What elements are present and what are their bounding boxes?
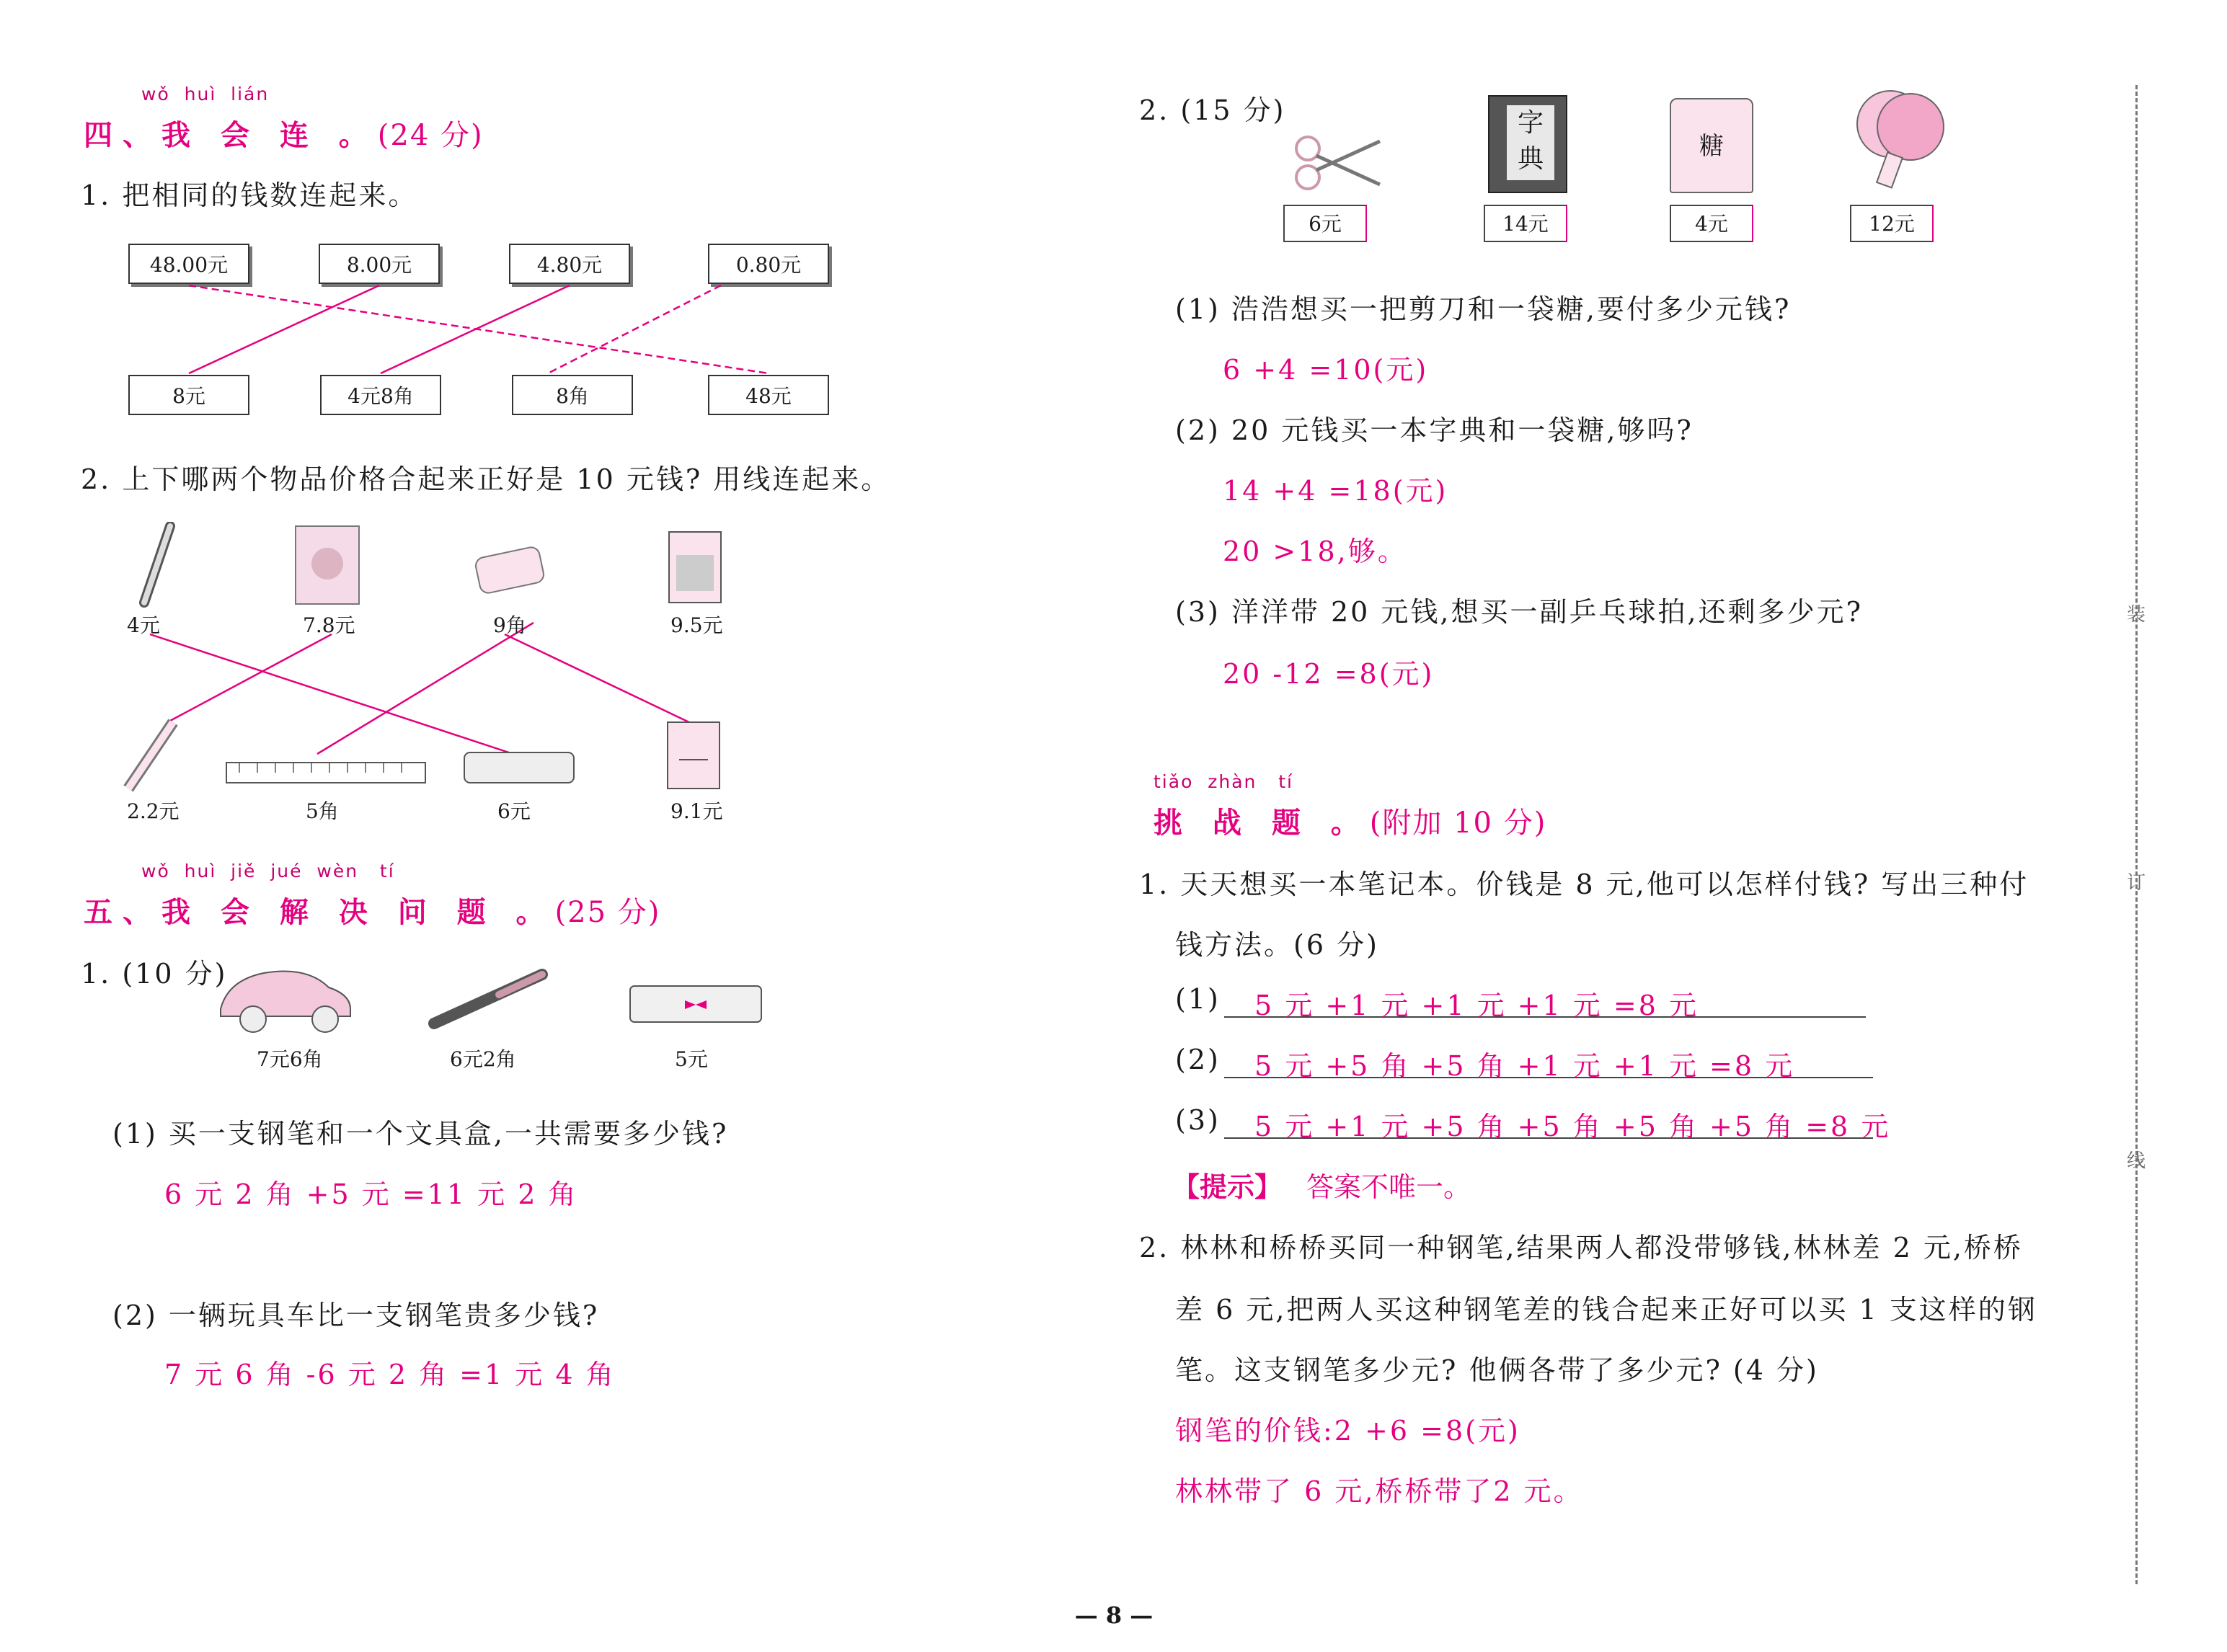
price-tag-candy: 4元 — [1670, 205, 1753, 242]
match-line-4.8 — [381, 285, 570, 373]
right-sub2-question: (2) 20 元钱买一本字典和一袋糖,够吗? — [1175, 414, 1694, 446]
section5-sub2-answer: 7 元 6 角 -6 元 2 角 =1 元 4 角 — [164, 1359, 616, 1390]
q2-line-pen-pencilcase — [150, 634, 526, 758]
challenge-q2-answer-2: 林林带了 6 元,桥桥带了2 元。 — [1175, 1475, 1583, 1507]
bottom-money-box-3: 8角 — [512, 375, 633, 415]
page-number: — 8 — — [1074, 1602, 1154, 1629]
ruler-icon — [225, 758, 427, 787]
section5-sub2-question: (2) 一辆玩具车比一支钢笔贵多少钱? — [112, 1300, 600, 1331]
challenge-q2-answer-1: 钢笔的价钱:2 +6 =8(元) — [1175, 1415, 1520, 1447]
method-2-label: (2) — [1175, 1044, 1221, 1075]
top-item-price-4: 9.5元 — [670, 613, 723, 637]
challenge-q2-line3: 笔。这支钢笔多少元? 他俩各带了多少元? (4 分) — [1175, 1354, 1819, 1386]
top-money-box-2: 8.00元 — [319, 244, 440, 284]
method-1-answer: 5 元 +1 元 +1 元 +1 元 =8 元 — [1254, 990, 1699, 1021]
challenge-q2-line1: 2. 林林和桥桥买同一种钢笔,结果两人都没带够钱,林林差 2 元,桥桥 — [1139, 1232, 2023, 1264]
binding-char-3: 线 — [2127, 1150, 2146, 1172]
right-sub1-answer: 6 +4 =10(元) — [1223, 354, 1429, 386]
bottom-item-price-4: 9.1元 — [670, 799, 723, 823]
right-sub3-question: (3) 洋洋带 20 元钱,想买一副乒乓球拍,还剩多少元? — [1175, 596, 1863, 628]
bottom-item-price-1: 2.2元 — [127, 799, 180, 823]
price-tag-paddles: 12元 — [1850, 205, 1934, 242]
section4-title-text: 四、我 会 连 。 — [84, 119, 378, 152]
section4-q2: 2. 上下哪两个物品价格合起来正好是 10 元钱? 用线连起来。 — [81, 463, 891, 495]
fountain-pen-icon — [427, 966, 549, 1031]
notebook-icon — [291, 523, 363, 607]
ping-pong-paddles-icon — [1853, 85, 1947, 193]
hint-label: 【提示】 — [1172, 1171, 1283, 1203]
method-3-label: (3) — [1175, 1104, 1221, 1136]
pencil-case-icon — [461, 747, 577, 787]
pen-icon — [130, 522, 187, 608]
top-item-price-2: 7.8元 — [303, 613, 355, 637]
method-2-answer: 5 元 +5 角 +5 角 +1 元 +1 元 =8 元 — [1254, 1050, 1795, 1082]
section5-sub1-question: (1) 买一支钢笔和一个文具盒,一共需要多少钱? — [112, 1118, 729, 1150]
dictionary-icon — [1488, 95, 1567, 193]
section4-pinyin: wǒ huì lián — [141, 84, 270, 105]
method-1-label: (1) — [1175, 983, 1221, 1015]
right-sub1-question: (1) 浩浩想买一把剪刀和一袋糖,要付多少元钱? — [1175, 293, 1792, 325]
challenge-pinyin: tiǎo zhàn tí — [1154, 771, 1293, 792]
top-item-price-1: 4元 — [127, 613, 160, 637]
right-sub3-answer: 20 -12 =8(元) — [1223, 658, 1435, 690]
binding-char-2: 订 — [2127, 872, 2146, 894]
hint-text: 答案不唯一。 — [1306, 1171, 1471, 1203]
eraser-icon — [470, 542, 549, 600]
binding-dashed-line — [2135, 85, 2138, 1584]
section5-pinyin: wǒ huì jiě jué wèn tí — [141, 861, 395, 881]
pencil-icon — [118, 716, 183, 796]
match-line-8 — [189, 285, 379, 373]
item-price-car: 7元6角 — [257, 1047, 323, 1071]
price-tag-dictionary: 14元 — [1484, 205, 1567, 242]
section5-sub1-answer: 6 元 2 角 +5 元 =11 元 2 角 — [164, 1178, 578, 1210]
right-sub2-answer-1: 14 +4 =18(元) — [1223, 475, 1448, 507]
top-money-box-4: 0.80元 — [708, 244, 829, 284]
challenge-q1-line1: 1. 天天想买一本笔记本。价钱是 8 元,他可以怎样付钱? 写出三种付 — [1139, 869, 2029, 900]
challenge-q2-line2: 差 6 元,把两人买这种钢笔差的钱合起来正好可以买 1 支这样的钢 — [1175, 1294, 2037, 1325]
item-price-box: 5元 — [675, 1047, 708, 1071]
bottom-item-price-2: 5角 — [306, 799, 339, 823]
section4-points: (24 分) — [377, 119, 484, 152]
bottom-money-box-1: 8元 — [128, 375, 249, 415]
q2-line-notebook-pencil — [170, 634, 332, 721]
section4-title — [84, 112, 484, 154]
scissors-icon — [1290, 127, 1384, 199]
storybook-icon — [665, 719, 722, 791]
right-q2-label: 2. (15 分) — [1139, 94, 1286, 126]
q2-line-eraser-storybook — [505, 634, 692, 724]
section5-title — [84, 889, 660, 931]
q2-line-eraser-ruler — [317, 623, 533, 754]
stationery-box-icon — [627, 976, 764, 1034]
challenge-title-text: 挑 战 题 。 — [1154, 807, 1370, 840]
match-line-48-dashed — [189, 285, 769, 373]
item-price-pen: 6元2角 — [450, 1047, 516, 1071]
price-tag-scissors: 6元 — [1283, 205, 1367, 242]
right-sub2-answer-2: 20 >18,够。 — [1223, 536, 1407, 567]
binding-char-1: 装 — [2127, 604, 2146, 626]
match-line-0.8-dashed — [548, 285, 721, 373]
section5-title-text: 五、我 会 解 决 问 题 。 — [84, 896, 555, 929]
toy-car-icon — [213, 959, 358, 1038]
section5-q1-label: 1. (10 分) — [81, 958, 228, 990]
top-money-box-3: 4.80元 — [509, 244, 630, 284]
section5-points: (25 分) — [554, 896, 661, 929]
challenge-q1-line2: 钱方法。(6 分) — [1175, 929, 1379, 961]
dictionary-cover-text: 字典 — [1507, 105, 1554, 180]
bottom-money-box-2: 4元8角 — [320, 375, 441, 415]
section4-q1: 1. 把相同的钱数连起来。 — [81, 179, 418, 211]
method-3-answer: 5 元 +1 元 +5 角 +5 角 +5 角 +5 角 =8 元 — [1254, 1111, 1891, 1142]
bottom-money-box-4: 48元 — [708, 375, 829, 415]
top-item-price-3: 9角 — [493, 613, 526, 637]
bottom-item-price-3: 6元 — [497, 799, 531, 823]
top-money-box-1: 48.00元 — [128, 244, 249, 284]
challenge-title — [1154, 800, 1546, 841]
picture-book-icon — [666, 529, 724, 605]
challenge-points: (附加 10 分) — [1369, 807, 1547, 840]
candy-bag-icon: 糖 — [1670, 98, 1753, 193]
